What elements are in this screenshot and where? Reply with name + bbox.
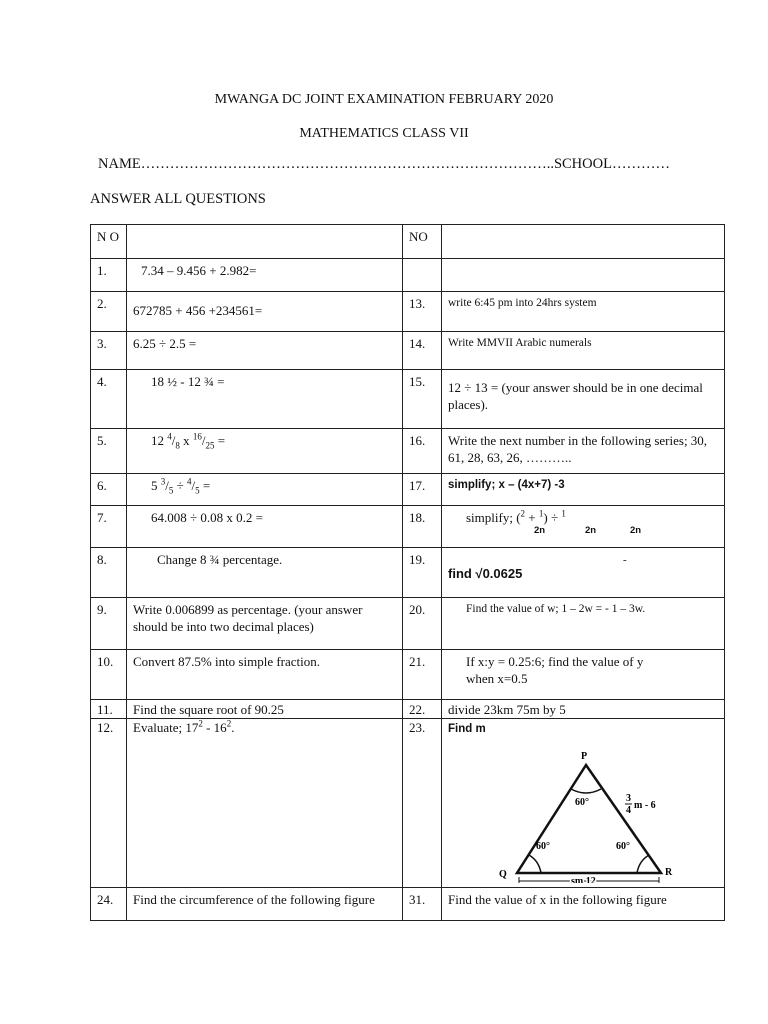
question-text: Evaluate; $17^2 - 16^2$.	[127, 719, 403, 888]
table-row	[91, 650, 725, 700]
instruction: ANSWER ALL QUESTIONS	[90, 191, 266, 207]
table-row	[91, 719, 725, 888]
question-number: 20.	[403, 598, 442, 650]
left-question-header	[127, 225, 403, 259]
question-text: 64.008 ÷ 0.08 x 0.2 =	[127, 506, 403, 548]
question-number: 14.	[403, 332, 442, 370]
question-number: 6.	[91, 474, 127, 506]
triangle-figure	[489, 743, 689, 883]
side-label-right: m - 6	[634, 800, 656, 811]
exam-subtitle: MATHEMATICS CLASS VII	[299, 126, 469, 141]
question-number: 7.	[91, 506, 127, 548]
question-number	[403, 259, 442, 292]
name-school-line: NAME…………………………………………………………………………..SCHOOL…………	[98, 156, 670, 172]
question-text: 672785 + 456 +234561=	[127, 292, 403, 332]
question-number: 23.	[403, 719, 442, 888]
question-text: Convert 87.5% into simple fraction.	[127, 650, 403, 700]
table-row	[91, 700, 725, 719]
angle-arc-p	[571, 789, 601, 793]
question-text: 18 ½ - 12 ¾ =	[127, 370, 403, 429]
angle-arc-r	[637, 855, 649, 873]
question-text: Find the value of x in the following figure	[442, 888, 725, 921]
question-number: 1.	[91, 259, 127, 292]
question-text: Find the square root of 90.25	[127, 700, 403, 719]
question-number: 9.	[91, 598, 127, 650]
question-number: 12.	[91, 719, 127, 888]
vertex-q: Q	[499, 869, 507, 880]
question-number: 21.	[403, 650, 442, 700]
table-row	[91, 332, 725, 370]
questions-table	[90, 224, 725, 921]
question-text: simplify; ($^2$ + $^1$) ÷ $^1$ 2n 2n 2n	[442, 506, 725, 548]
question-number: 24.	[91, 888, 127, 921]
question-number: 22.	[403, 700, 442, 719]
vertex-p: P	[581, 751, 588, 762]
question-text: 7.34 – 9.456 + 2.982=	[127, 259, 403, 292]
left-no-header: N O	[91, 225, 127, 259]
question-number: 4.	[91, 370, 127, 429]
question-number: 10.	[91, 650, 127, 700]
question-number: 2.	[91, 292, 127, 332]
table-row	[91, 259, 725, 292]
question-number: 18.	[403, 506, 442, 548]
table-row	[91, 370, 725, 429]
question-number: 17.	[403, 474, 442, 506]
question-number: 3.	[91, 332, 127, 370]
question-text: 12 ÷ 13 = (your answer should be in one decimal places).	[442, 370, 725, 429]
question-number: 8.	[91, 548, 127, 598]
question-number: 13.	[403, 292, 442, 332]
right-question-header	[442, 225, 725, 259]
question-text: 12 $^4/_8$ x $^{16}/_{25}$ =	[127, 429, 403, 474]
question-text: 6.25 ÷ 2.5 =	[127, 332, 403, 370]
triangle-outline	[517, 765, 661, 873]
question-text: divide 23km 75m by 5	[442, 700, 725, 719]
vertex-r: R	[665, 867, 673, 878]
exam-title: MWANGA DC JOINT EXAMINATION FEBRUARY 2020	[214, 92, 554, 107]
angle-label-right: 60°	[616, 841, 630, 852]
table-row	[91, 888, 725, 921]
table-row	[91, 474, 725, 506]
question-text: 5 $^3/_5 \div ^4/_5$ =	[127, 474, 403, 506]
table-header-row	[91, 225, 725, 259]
question-text: simplify; x – (4x+7) -3	[442, 474, 725, 506]
question-cell-find-m: Find m P Q R 60° 60° 60° 3 4 m - 6 sm 12	[442, 719, 725, 888]
table-row	[91, 292, 725, 332]
question-number: 5.	[91, 429, 127, 474]
question-text: Change 8 ¾ percentage.	[127, 548, 403, 598]
angle-arc-q	[529, 855, 541, 873]
question-number: 15.	[403, 370, 442, 429]
table-row	[91, 506, 725, 548]
question-text: Write the next number in the following series; 30, 61, 28, 63, 26, ………..	[442, 429, 725, 474]
question-number: 16.	[403, 429, 442, 474]
table-row	[91, 598, 725, 650]
question-text: find √0.0625 -	[442, 548, 725, 598]
question-text	[442, 259, 725, 292]
side-label-num: 3	[626, 793, 631, 804]
angle-label-top: 60°	[575, 797, 589, 808]
question-number: 31.	[403, 888, 442, 921]
question-text: Find the value of w; 1 – 2w = - 1 – 3w.	[442, 598, 725, 650]
right-no-header: NO	[403, 225, 442, 259]
question-number: 19.	[403, 548, 442, 598]
question-text: Write MMVII Arabic numerals	[442, 332, 725, 370]
question-number: 11.	[91, 700, 127, 719]
side-label-den: 4	[626, 805, 631, 816]
question-text: write 6:45 pm into 24hrs system	[442, 292, 725, 332]
question-text: Write 0.006899 as percentage. (your answer should be into two decimal places)	[127, 598, 403, 650]
question-text: If x:y = 0.25:6; find the value of y when x=0.5	[442, 650, 725, 700]
side-label-bottom: sm 12	[571, 876, 596, 883]
table-row	[91, 429, 725, 474]
angle-label-left: 60°	[536, 841, 550, 852]
question-text: Find the circumference of the following figure	[127, 888, 403, 921]
table-row	[91, 548, 725, 598]
